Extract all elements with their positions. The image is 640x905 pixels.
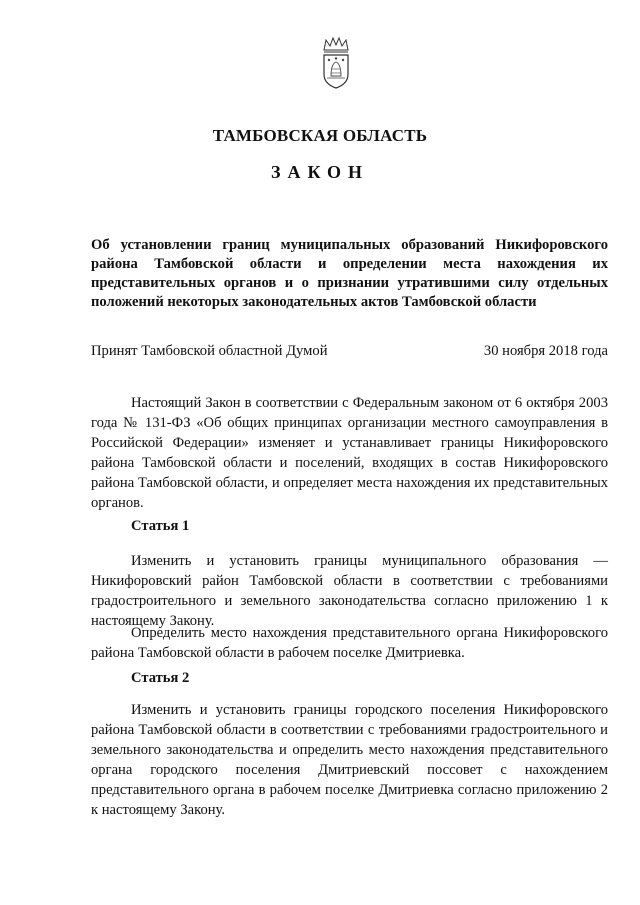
- article-2-heading: Статья 2: [131, 670, 190, 686]
- adopted-by: Принят Тамбовской областной Думой: [91, 343, 328, 359]
- adoption-date: 30 ноября 2018 года: [483, 343, 608, 359]
- preamble-text: Настоящий Закон в соответствии с Федеральным законом от 6 октября 2003 года № 131-ФЗ «Об общих принципах организации местного самоуправления в Российской Федерации» изменяет и устанавливает границы Никифоровского района Тамбовской области и поселений, входящих в состав Никифоровского района Тамбовской области, и определяет места нахождения их представительных органов.: [91, 395, 608, 511]
- law-title: Об установлении границ муниципальных образований Никифоровского района Тамбовской области и определении места нахождения их представительных органов и о признании утратившими силу отдельных положений некоторых законодательных актов Тамбовской области: [91, 237, 608, 310]
- tambov-coat-of-arms-icon: [318, 36, 354, 90]
- paragraph-text: Определить место нахождения представительного органа Никифоровского района Тамбовской области в рабочем поселке Дмитриевка.: [91, 625, 608, 661]
- adoption-row: [91, 341, 608, 361]
- paragraph-text: Изменить и установить границы городского поселения Никифоровского района Тамбовской области в соответствии с требованиями градостроительного и земельного законодательства и определить место нахождения представительного органа городского поселения Дмитриевский поссовет с нахождением представительного органа в рабочем поселке Дмитриевка согласно приложению 2 к настоящему Закону.: [91, 702, 608, 818]
- article-2-paragraph-1: [91, 700, 608, 820]
- paragraph-text: Изменить и установить границы муниципального образования — Никифоровский район Тамбовской области в соответствии с требованиями градостроительного и земельного законодательства согласно приложению 1 к настоящему Закону.: [91, 553, 608, 629]
- article-1-heading: Статья 1: [131, 518, 190, 534]
- preamble-paragraph: [91, 393, 608, 513]
- article-1-paragraph-1: [91, 551, 608, 631]
- article-1-paragraph-2: [91, 623, 608, 663]
- document-type: ЗАКОН: [270, 162, 370, 182]
- region-title: ТАМБОВСКАЯ ОБЛАСТЬ: [212, 126, 428, 145]
